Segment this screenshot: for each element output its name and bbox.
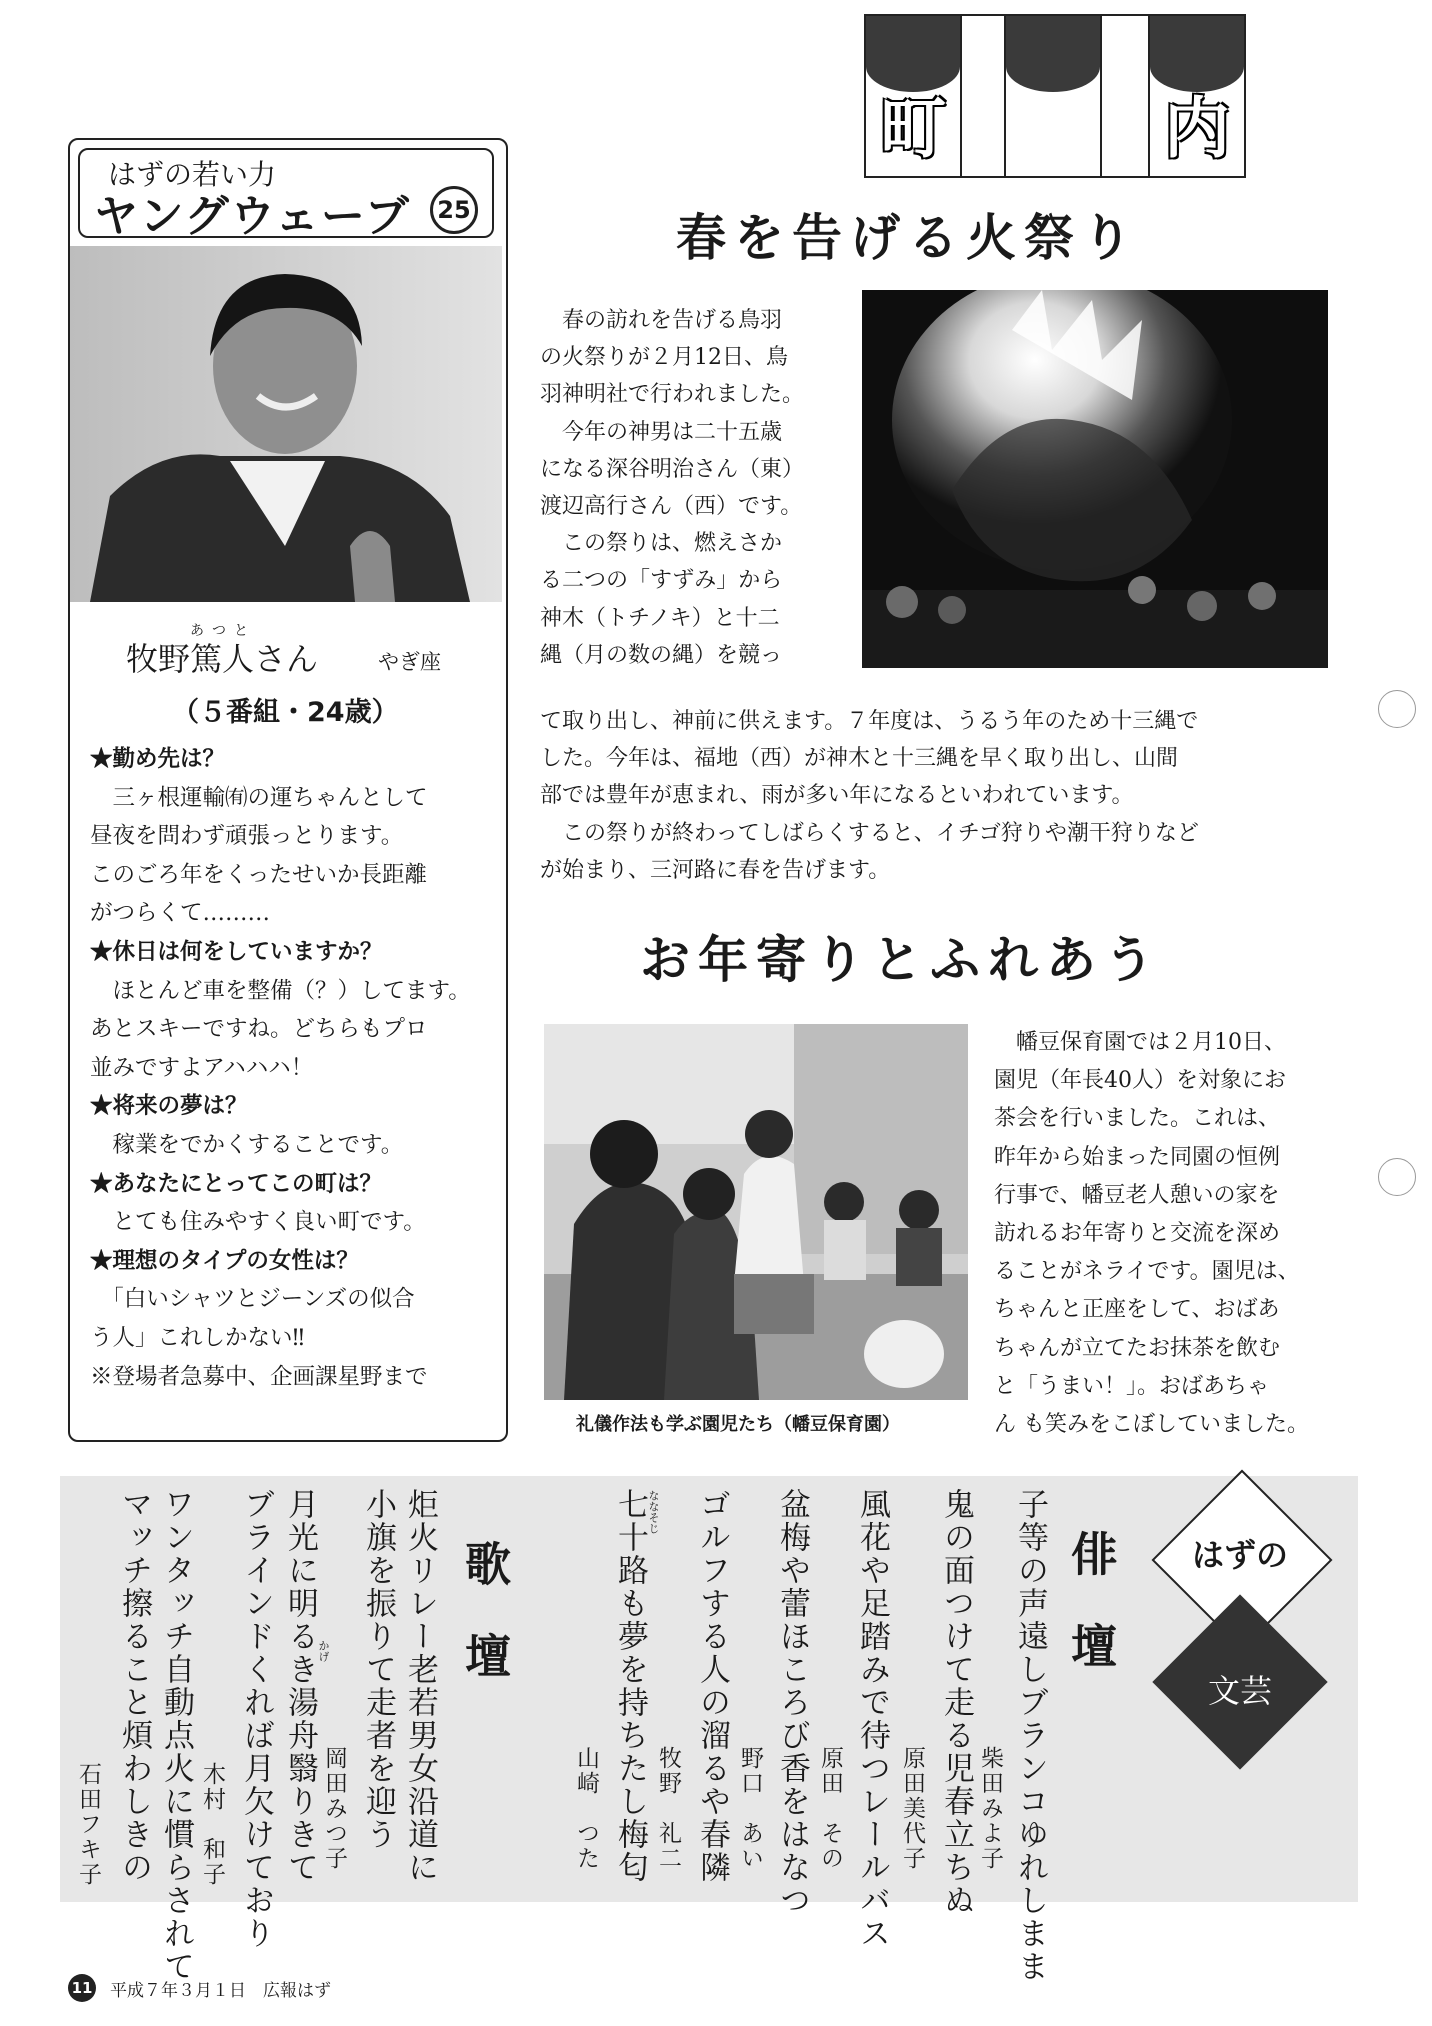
haiku-author: 野口 あい [737,1746,763,1871]
tanka-author: 木村 和子 [199,1762,225,1887]
body-line: この祭りは、燃えさか [540,531,783,557]
body-line: 縄（月の数の縄）を競っ [540,642,783,668]
haiku-verse: 鬼の面つけて走る児春立ちぬ [938,1488,974,1917]
body-line: の火祭りが２月12日、鳥 [540,345,788,371]
body-line: ちゃんと正座をして、おばあ [994,1297,1280,1323]
interview-qa [90,740,490,1396]
elderly-title: お年寄りとふれあう [640,931,1162,989]
qa-answer: とても住みやすく良い町です。 [90,1209,426,1236]
fire-festival-photo [862,290,1328,668]
header-tab-left [864,14,962,178]
elderly-text [994,1024,1334,1444]
body-line: になる深谷明治さん（東） [540,456,805,482]
qa-answer: あとスキーですね。どちらもプロ [90,1016,428,1043]
qa-answer: 「白いシャツとジーンズの似合 [90,1286,415,1313]
body-line: て取り出し、神前に供えます。７年度は、うるう年のため十三縄で [540,709,1199,734]
tanka-line: マッチ擦ること煩わしきの [116,1488,152,1884]
haiku-author: 牧野 礼二 [655,1746,681,1871]
qa-answer: このごろ年をくったせいか長距離 [90,861,428,888]
haiku-author: 原田 その [817,1746,843,1871]
body-line: 幡豆保育園では２月10日、 [994,1030,1286,1055]
body-line: ることがネライです。園児は、 [994,1259,1300,1285]
qa-question: ★あなたにとってこの町は？ [90,1170,383,1197]
body-line: 行事で、幡豆老人憩いの家を [994,1182,1280,1208]
punch-hole [1378,690,1416,728]
young-wave-number: 25 [430,186,478,234]
tanka-line: ワンタッチ自動点火に慣らされて [158,1488,194,1983]
qa-answer: 稼業をでかくすることです。 [90,1131,404,1158]
tea-ceremony-photo [544,1024,968,1400]
haiku-author: 柴田みよ子 [977,1746,1003,1871]
body-line: 春の訪れを告げる鳥羽 [540,308,783,333]
body-line: と「うまい！」。おばあちゃ [994,1373,1270,1399]
qa-answer: 三ヶ根運輸㈲の運ちゃんとして [90,784,428,811]
person-name: 牧野篤人さん [126,640,319,678]
haiku-verse: 子等の声遠しブランコゆれしまま [1012,1488,1048,1983]
qa-answer: がつらくて……… [90,900,271,927]
punch-hole [1378,1158,1416,1196]
body-line: が始まり、三河路に春を告げます。 [540,857,891,883]
qa-answer: ※登場者急募中、企画課星野まで [90,1363,428,1390]
header-tab-right-label: 内 [1164,89,1230,167]
haiku-heading: 俳 壇 [1064,1530,1118,1668]
body-line: ん も笑みをこぼしていました。 [994,1411,1309,1437]
haiku-author: 山崎 つた [573,1746,599,1871]
haiku-author: 原田美代子 [899,1746,925,1871]
footer-publication: 平成７年３月１日 広報はず [110,1981,331,2001]
body-line: 神木（トチノキ）と十二 [540,605,780,631]
body-line: る二つの「すずみ」から [540,568,783,594]
haiku-verse: ゴルフする人の溜るや春隣 [694,1488,730,1884]
tanka-author: 岡田みつ子 [321,1746,347,1871]
qa-answer: ほとんど車を整備（？）してます。 [90,977,471,1004]
qa-answer: う人」これしかない‼ [90,1324,305,1351]
body-line: 昨年から始まった同園の恒例 [994,1144,1281,1170]
photo-caption: 礼儀作法も学ぶ園児たち（幡豆保育園） [576,1414,900,1435]
fire-festival-text-wide [540,703,1330,889]
haiku-verse: 盆梅や蕾ほころび香をはなつ [774,1488,810,1917]
name-ruby: あつと [190,623,256,639]
body-line: した。今年は、福地（西）が神木と十三縄を早く取り出し、山間 [540,746,1179,772]
qa-question: ★休日は何をしていますか？ [90,938,383,965]
tanka-line: ブラインドくれば月欠けており [238,1488,274,1950]
body-line: 園児（年長40人）を対象にお [994,1068,1286,1094]
header-tab-left-label: 町 [880,89,946,167]
portrait-photo [70,246,502,602]
person-age: （５番組・24歳） [172,697,399,728]
tanka-author: 石田フキ子 [75,1762,101,1887]
fire-festival-title: 春を告げる火祭り [676,209,1140,267]
header-tab-mid [1004,14,1102,178]
body-line: 渡辺高行さん（西）です。 [540,493,803,519]
young-wave-subtitle: はずの若い力 [108,158,277,191]
header-tab-right [1148,14,1246,178]
verse-ruby: ななそじ [647,1490,660,1534]
body-line: 訪れるお年寄りと交流を深め [994,1220,1281,1246]
body-line: 茶会を行いました。これは、 [994,1106,1281,1132]
body-line: ちゃんが立てたお抹茶を飲む [994,1335,1281,1361]
fire-festival-text-narrow [540,302,860,674]
page-number: 11 [68,1974,96,2002]
qa-answer: 昼夜を問わず頑張っとります。 [90,823,404,850]
body-line: 羽神明社で行われました。 [540,382,805,408]
verse-ruby: かげ [317,1640,330,1662]
qa-answer: 並みですよアハハハ！ [90,1054,314,1081]
body-line: 部では豊年が恵まれ、雨が多い年になるといわれています。 [540,783,1134,809]
body-line: 今年の神男は二十五歳 [540,419,783,445]
qa-question: ★勤め先は？ [90,746,226,772]
qa-question: ★将来の夢は？ [90,1093,248,1120]
tanka-line: 月光に明るき湯舟翳りきて [282,1488,318,1884]
tanka-line: 炬火リレー老若男女沿道に [402,1488,438,1884]
corner-title-top: はずの [1191,1536,1288,1574]
haiku-verse: 七十路も夢を持ちたし梅匂 [612,1488,648,1884]
body-line: この祭りが終わってしばらくすると、イチゴ狩りや潮干狩りなど [540,820,1199,846]
qa-question: ★理想のタイプの女性は？ [90,1247,359,1274]
zodiac-sign: やぎ座 [378,650,441,674]
haiku-verse: 風花や足踏みで待つレールバス [854,1488,890,1950]
corner-title-bottom: 文芸 [1207,1672,1272,1710]
tanka-heading: 歌 壇 [458,1540,512,1678]
young-wave-title: ヤングウェーブ [94,191,411,242]
tanka-line: 小旗を振りて走者を迎う [360,1488,396,1851]
